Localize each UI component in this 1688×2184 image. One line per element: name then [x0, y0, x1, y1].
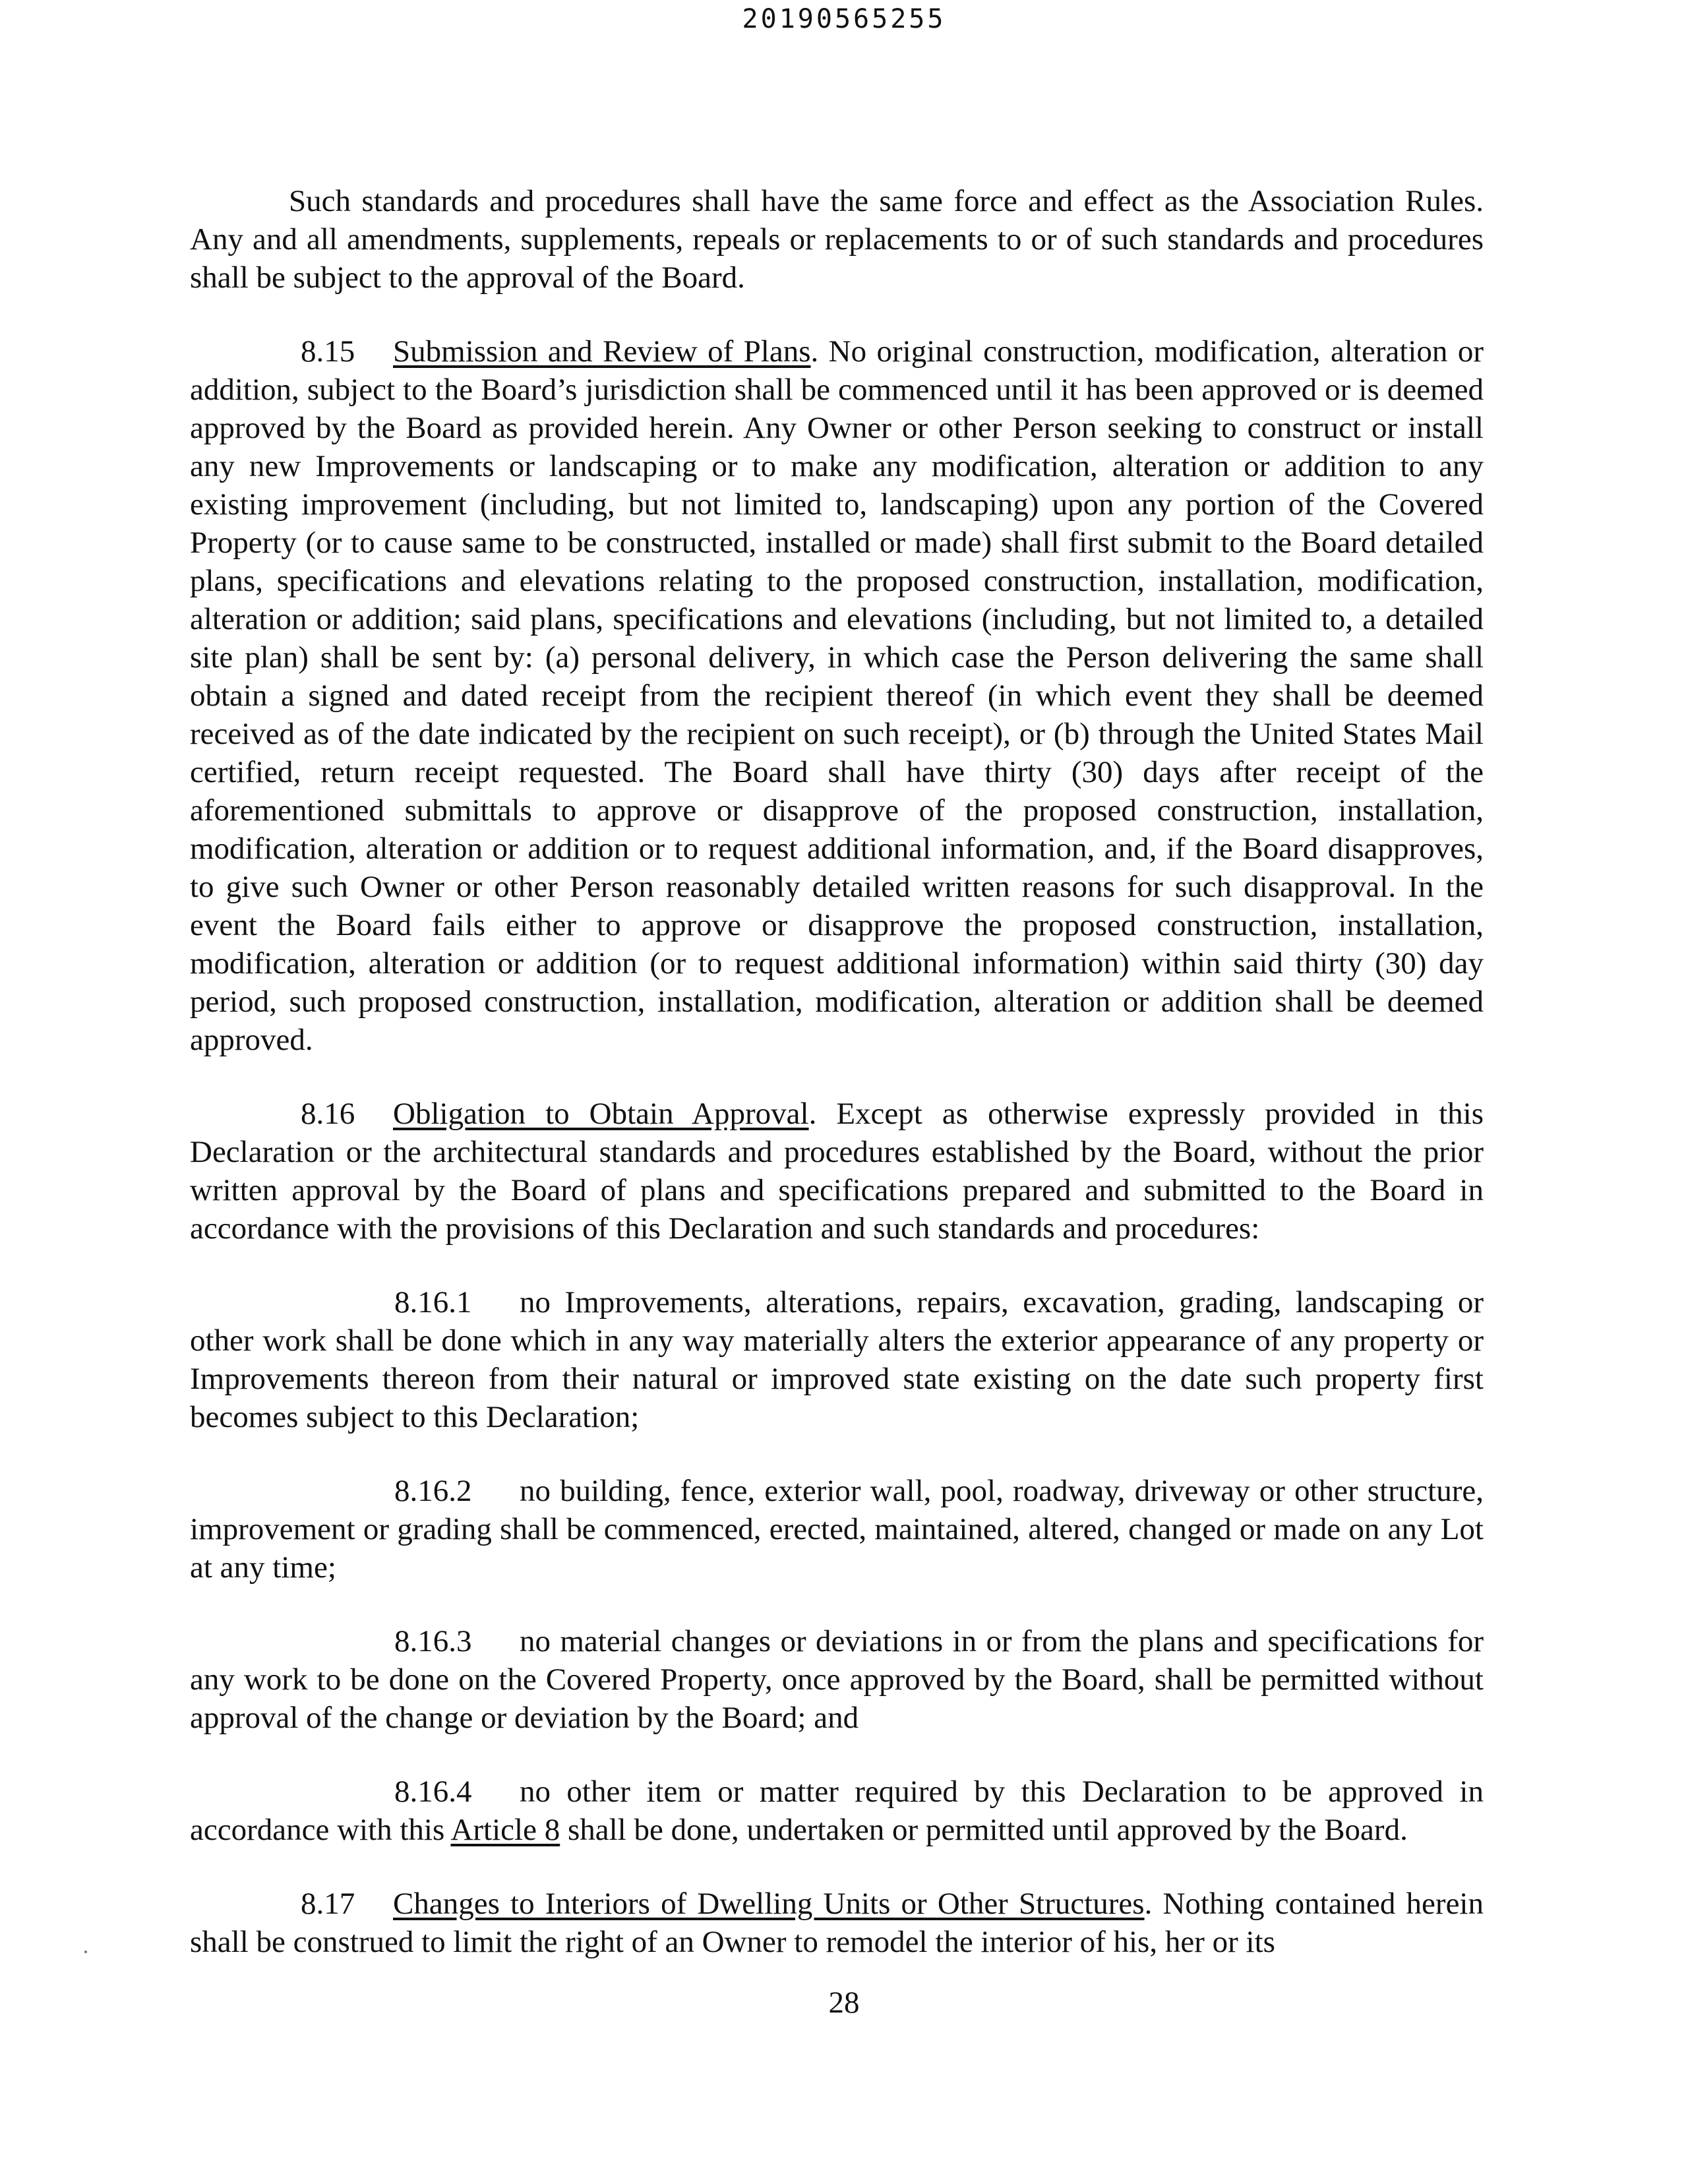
subsection-8-16-1 — [190, 1283, 1484, 1436]
subsection-8-16-2 — [190, 1472, 1484, 1587]
subsection-number: 8.16.4 — [394, 1774, 472, 1809]
subsection-number: 8.16.1 — [394, 1285, 472, 1320]
subsection-text: no Improvements, alterations, repairs, excavation, grading, landscaping or other work shall be done which in any way materially alters the exterior appearance of any property or Improvements thereon from their natural or improved state existing on the date such property first becomes subject to this Declaration; — [190, 1285, 1484, 1434]
subsection-number: 8.16.2 — [394, 1474, 472, 1508]
section-number: 8.17 — [301, 1887, 355, 1921]
subsection-text: no other item or matter required by this Declaration to be approved in accordance with this — [190, 1774, 1484, 1847]
section-heading: Changes to Interiors of Dwelling Units or Other Structures — [393, 1887, 1145, 1921]
document-body — [190, 182, 1484, 1997]
document-id: 20190565255 — [742, 4, 946, 34]
article-reference: Article 8 — [450, 1813, 560, 1847]
section-heading: Obligation to Obtain Approval — [393, 1097, 809, 1131]
intro-paragraph: Such standards and procedures shall have the same force and effect as the Association Rules. Any and all amendments, supplements, repeals or replacements to or of such standards and procedures shall be subject to the approval of the Board. — [190, 184, 1484, 295]
section-8-17 — [190, 1885, 1484, 1961]
section-8-15 — [190, 332, 1484, 1059]
section-text: . Nothing contained herein shall be construed to limit the right of an Owner to remodel the interior of his, her or its — [190, 1887, 1484, 1959]
subsection-text: no material changes or deviations in or from the plans and specifications for any work to be done on the Covered Property, once approved by the Board, shall be permitted without approval of the change or deviation by the Board; and — [190, 1624, 1484, 1735]
section-number: 8.15 — [301, 334, 355, 369]
subsection-number: 8.16.3 — [394, 1624, 472, 1658]
subsection-text: no building, fence, exterior wall, pool, roadway, driveway or other structure, improvement or grading shall be commenced, erected, maintained, altered, changed or made on any Lot at any time; — [190, 1474, 1484, 1585]
section-8-16 — [190, 1095, 1484, 1248]
page-number: 28 — [828, 1986, 860, 2020]
section-text: . Except as otherwise expressly provided in this Declaration or the architectural standards and procedures established by the Board, without the prior written approval by the Board of plans and specifications prepared and submitted to the Board in accordance with the provisions of this Declaration and such standards and procedures: — [190, 1097, 1484, 1246]
subsection-8-16-3 — [190, 1622, 1484, 1737]
subsection-8-16-4 — [190, 1773, 1484, 1849]
scan-speck — [84, 1951, 87, 1953]
section-heading: Submission and Review of Plans — [393, 334, 811, 369]
section-text: . No original construction, modification, alteration or addition, subject to the Board’s jurisdiction shall be commenced until it has been approved or is deemed approved by the Board as provided herein. Any Owner or other Person seeking to construct or install any new Improvements or landscaping or to make any modification, alteration or addition to any existing improvement (including, but not limited to, landscaping) upon any portion of the Covered Property (or to cause same to be constructed, installed or made) shall first submit to the Board detailed plans, specifications and elevations relating to the proposed construction, installation, modification, alteration or addition; said plans, specifications and elevations (including, but not limited to, a detailed site plan) shall be sent by: (a) personal delivery, in which case the Person delivering the same shall obtain a signed and dated receipt from the recipient thereof (in which event they shall be deemed received as of the date indicated by the recipient on such receipt), or (b) through the United States Mail certified, return receipt requested. The Board shall have thirty (30) days after receipt of the aforementioned submittals to approve or disapprove of the proposed construction, installation, modification, alteration or addition or to request additional information, and, if the Board disapproves, to give such Owner or other Person reasonably detailed written reasons for such disapproval. In the event the Board fails either to approve or disapprove the proposed construction, installation, modification, alteration or addition (or to request additional information) within said thirty (30) day period, such proposed construction, installation, modification, alteration or addition shall be deemed approved. — [190, 334, 1484, 1057]
subsection-text-end: shall be done, undertaken or permitted until approved by the Board. — [560, 1813, 1408, 1847]
section-number: 8.16 — [301, 1097, 355, 1131]
